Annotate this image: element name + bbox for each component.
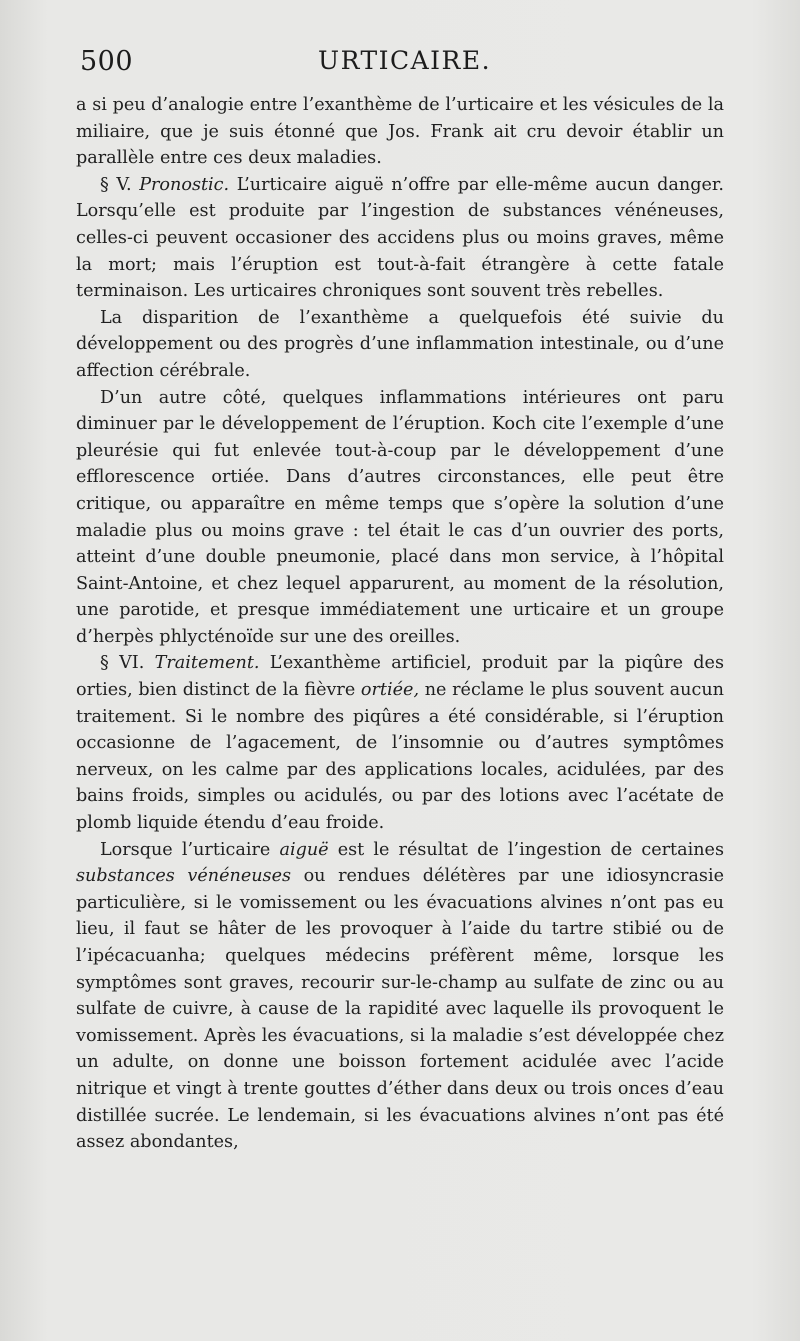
section-title: Pronostic. (139, 174, 230, 195)
paragraph (76, 305, 724, 385)
text-run: est le résultat de l’ingestion de certaines (328, 839, 725, 860)
text-run: ou rendues délétères par une idiosyncrasie particulière, si le vomissement ou les évacuations alvines n’ont pas eu lieu, il faut se hâter de les provoquer à l’aide du tartre stibié ou de l’ipécacuanha; quelques médecins préfèrent même, lorsque les symptômes sont graves, recourir sur-le-champ au sulfate de zinc ou au sulfate de cuivre, à cause de la rapidité avec laquelle ils provoquent le vomissement. Après les évacuations, si la maladie s’est développée chez un adulte, on donne une boisson fortement acidulée avec l’acide nitrique et vingt à trente gouttes d’éther dans deux ou trois onces d’eau distillée sucrée. Le lendemain, si les évacuations alvines n’ont pas été assez abondantes, (76, 866, 724, 1153)
paragraph-traitement (76, 650, 724, 836)
italic-term: ortiée, (360, 680, 420, 701)
section-number: § VI. (100, 653, 155, 674)
page-number: 500 (80, 46, 134, 77)
section-title: Traitement. (154, 653, 260, 674)
text-run: La disparition de l’exanthème a quelquefois été suivie du développement ou des progrès d’une inflammation intestinale, ou d’une affection cérébrale. (76, 307, 724, 381)
paragraph (76, 837, 724, 1156)
paragraph-pronostic (76, 172, 724, 305)
running-head: URTICAIRE. (318, 46, 492, 75)
paragraph (76, 385, 724, 651)
text-run: ne réclame le plus souvent aucun traitement. Si le nombre des piqûres a été considérable, si l’éruption occasionne de l’agacement, de l’insomnie ou d’autres symptômes nerveux, on les calme par des applications locales, acidulées, par des bains froids, simples ou acidulés, ou par des lotions avec l’acétate de plomb liquide étendu d’eau froide. (76, 680, 724, 834)
italic-term: aiguë (279, 839, 329, 860)
text-run: Lorsque l’urticaire (100, 839, 280, 860)
text-run: D’un autre côté, quelques inflammations intérieures ont paru diminuer par le développement de l’éruption. Koch cite l’exemple d’une pleurésie qui fut enlevée tout-à-coup par le développement d’une efflorescence ortiée. Dans d’autres circonstances, elle peut être critique, ou apparaître en même temps que s’opère la solution d’une maladie plus ou moins grave : tel était le cas d’un ouvrier des ports, atteint d’une double pneumonie, placé dans mon service, à l’hôpital Saint-Antoine, et chez lequel apparurent, au moment de la résolution, une parotide, et presque immédiatement une urticaire et un groupe d’herpès phlycténoïde sur une des oreilles. (76, 387, 724, 647)
text-run: L’exanthème artificiel, produit par la piqûre des orties, bien distinct de la fièvre (76, 653, 724, 701)
paragraph-continuation (76, 92, 724, 172)
section-number: § V. (100, 174, 140, 195)
italic-term: substances vénéneuses (76, 866, 292, 887)
text-run: a si peu d’analogie entre l’exanthème de l’urticaire et les vésicules de la miliaire, que je suis étonné que Jos. Frank ait cru devoir établir un parallèle entre ces deux maladies. (76, 95, 724, 169)
page-header (78, 46, 724, 86)
body-text (76, 92, 724, 1156)
text-run: L’urticaire aiguë n’offre par elle-même aucun danger. Lorsqu’elle est produite par l’ingestion de substances vénéneuses, celles-ci peuvent occasioner des accidens plus ou moins graves, même la mort; mais l’éruption est tout-à-fait étrangère à cette fatale terminaison. Les urticaires chroniques sont souvent très rebelles. (76, 174, 724, 302)
